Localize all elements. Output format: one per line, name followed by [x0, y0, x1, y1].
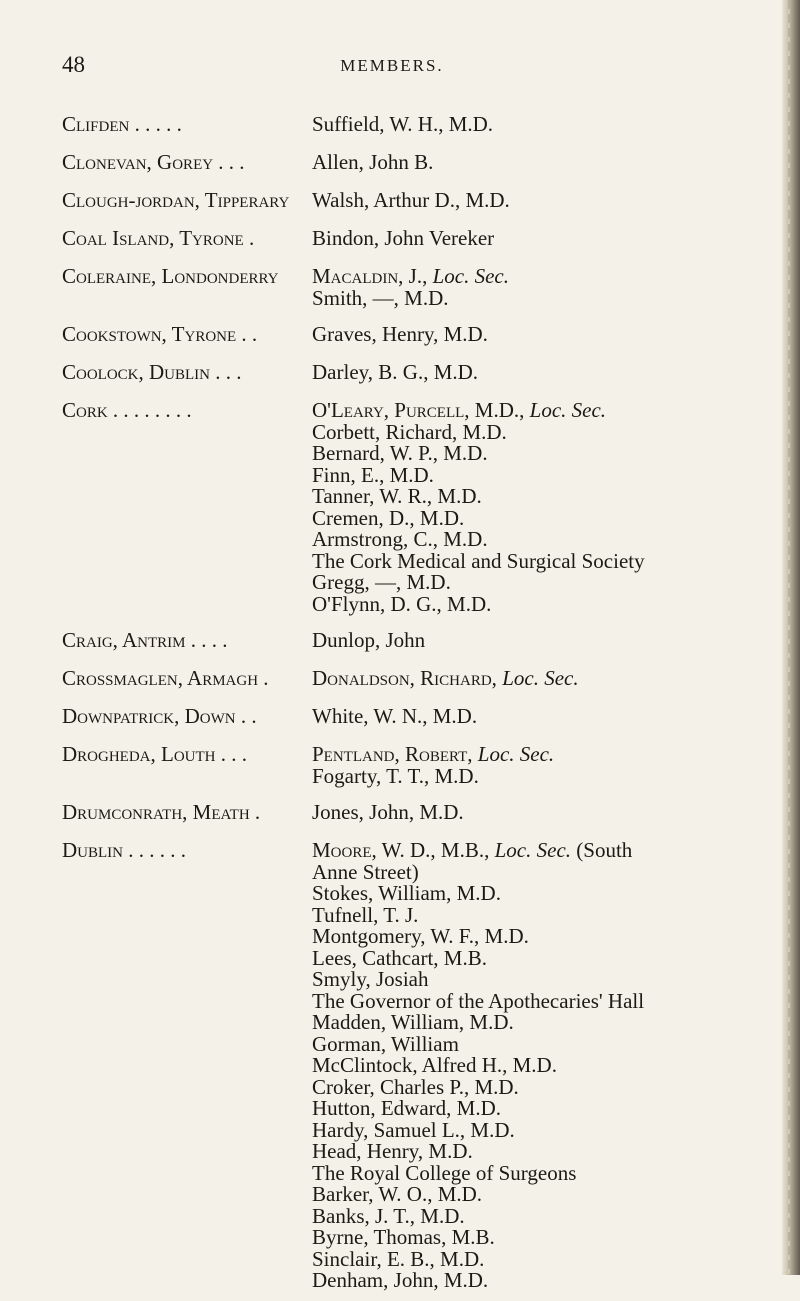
member-name: Tufnell, T. J. [312, 902, 419, 927]
member-name: The Royal College of Surgeons [312, 1160, 577, 1185]
member-name: Gorman, William [312, 1031, 459, 1056]
member-name: Croker, Charles P., M.D. [312, 1074, 519, 1099]
running-head: MEMBERS. [340, 56, 444, 75]
member-names [312, 396, 762, 615]
member-name [312, 668, 762, 690]
place-entry [62, 626, 762, 655]
member-name: Bernard, W. P., M.D. [312, 441, 488, 465]
place-name: Craig, Antrim . . . . [62, 628, 228, 652]
member-name [312, 840, 762, 862]
place-name: Crossmaglen, Armagh . [62, 666, 269, 690]
local-secretary-role: Loc. Sec. [477, 742, 555, 766]
member-names [312, 702, 762, 731]
member-name: Madden, William, M.D. [312, 1010, 514, 1034]
member-name: Suffield, W. H., M.D. [312, 112, 494, 136]
member-name: Armstrong, C., M.D. [312, 527, 488, 551]
member-name: Dunlop, John [312, 628, 426, 652]
member-name: Allen, John B. [312, 150, 434, 174]
place-entry [62, 224, 762, 253]
member-names [312, 224, 762, 253]
place-name: Coleraine, Londonderry [62, 264, 279, 288]
place-entry [62, 740, 762, 787]
member-name: Gregg, —, M.D. [312, 570, 451, 594]
member-name [312, 400, 762, 422]
place-name: Cookstown, Tyrone . . [62, 322, 258, 346]
member-name [312, 744, 762, 766]
member-names [312, 626, 762, 655]
member-name: Finn, E., M.D. [312, 462, 434, 487]
member-name: Corbett, Richard, M.D. [312, 419, 507, 444]
page-edge-shadow [782, 0, 800, 1275]
local-secretary-role: Loc. Sec. [529, 398, 607, 422]
member-names [312, 664, 762, 693]
member-name: Graves, Henry, M.D. [312, 322, 488, 346]
member-names [312, 740, 762, 787]
member-name: Byrne, Thomas, M.B. [312, 1225, 495, 1249]
place-name: Coolock, Dublin . . . [62, 360, 242, 384]
local-secretary-role: Loc. Sec. [494, 838, 572, 862]
member-name: McClintock, Alfred H., M.D. [312, 1053, 557, 1077]
member-name [312, 266, 762, 288]
member-name: The Governor of the Apothecaries' Hall [312, 988, 645, 1013]
member-names [312, 358, 762, 387]
member-name: O'Flynn, D. G., M.D. [312, 591, 492, 616]
place-entry [62, 186, 762, 215]
member-name: Lees, Cathcart, M.B. [312, 945, 487, 970]
member-name: Bindon, John Vereker [312, 226, 495, 250]
member-name: Tanner, W. R., M.D. [312, 484, 482, 508]
member-name: Stokes, William, M.D. [312, 881, 501, 905]
place-entry [62, 358, 762, 387]
local-secretary-name: Donaldson, Richard, [312, 666, 503, 690]
place-entry [62, 320, 762, 349]
place-entry [62, 262, 762, 309]
place-name: Coal Island, Tyrone . [62, 226, 255, 250]
member-name: Denham, John, M.D. [312, 1268, 489, 1292]
local-secretary-name: O'Leary, Purcell, M.D., [312, 398, 530, 422]
place-name: Drumconrath, Meath . [62, 800, 261, 824]
member-name: Anne Street) [312, 859, 419, 884]
member-name: Smith, —, M.D. [312, 285, 449, 310]
place-entry [62, 664, 762, 693]
member-name: The Cork Medical and Surgical Society [312, 548, 645, 573]
local-secretary-name: Macaldin, J., [312, 264, 433, 288]
member-name: Banks, J. T., M.D. [312, 1203, 465, 1228]
place-name: Dublin . . . . . . [62, 838, 186, 862]
member-names [312, 262, 762, 309]
place-entry [62, 396, 762, 615]
page-header [62, 52, 722, 86]
member-name: Walsh, Arthur D., M.D. [312, 188, 510, 212]
place-name: Clough-jordan, Tipperary [62, 188, 290, 212]
member-name: Jones, John, M.D. [312, 800, 464, 824]
page-number: 48 [62, 52, 85, 77]
local-secretary-role: Loc. Sec. [502, 666, 579, 690]
member-names [312, 798, 762, 827]
member-names [312, 320, 762, 349]
place-name: Drogheda, Louth . . . [62, 742, 247, 766]
member-names [312, 110, 762, 139]
member-names [312, 148, 762, 177]
member-name: Hutton, Edward, M.D. [312, 1096, 501, 1120]
member-name: Montgomery, W. F., M.D. [312, 924, 529, 948]
place-entry [62, 110, 762, 139]
place-name: Downpatrick, Down . . [62, 704, 257, 728]
member-name: Head, Henry, M.D. [312, 1139, 473, 1163]
member-name: Sinclair, E. B., M.D. [312, 1246, 485, 1271]
place-name: Cork . . . . . . . . [62, 398, 192, 422]
place-entry [62, 836, 762, 1292]
member-name: Barker, W. O., M.D. [312, 1182, 483, 1206]
address-note: (South [571, 838, 633, 862]
member-names [312, 836, 762, 1292]
member-name: Fogarty, T. T., M.D. [312, 763, 479, 788]
place-entry [62, 148, 762, 177]
place-entry [62, 702, 762, 731]
member-name: Cremen, D., M.D. [312, 505, 465, 530]
member-name: Smyly, Josiah [312, 967, 429, 991]
member-names [312, 186, 762, 215]
member-list [62, 110, 762, 1301]
member-name: Darley, B. G., M.D. [312, 360, 479, 384]
place-entry [62, 798, 762, 827]
place-name: Clifden . . . . . [62, 112, 182, 136]
member-name: Hardy, Samuel L., M.D. [312, 1117, 515, 1142]
local-secretary-name: Pentland, Robert, [312, 742, 478, 766]
local-secretary-role: Loc. Sec. [432, 264, 509, 288]
member-name: White, W. N., M.D. [312, 704, 478, 728]
local-secretary-name: Moore, W. D., M.B., [312, 838, 495, 862]
place-name: Clonevan, Gorey . . . [62, 150, 245, 174]
